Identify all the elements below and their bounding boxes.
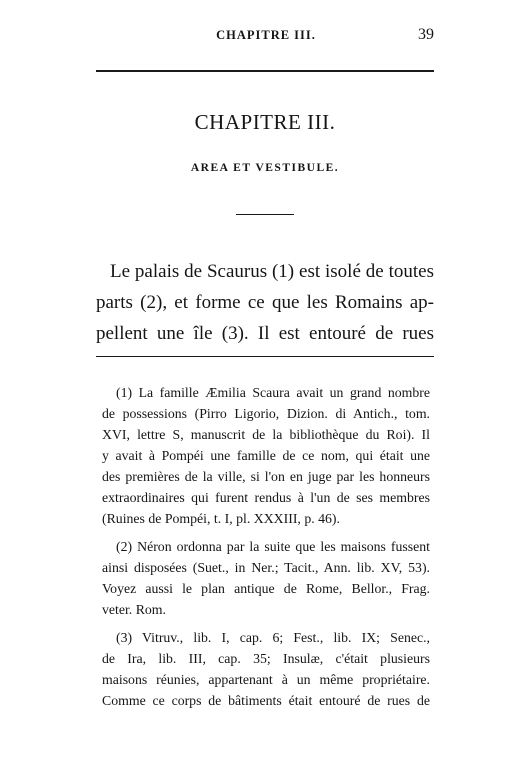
footnote-2 <box>102 536 430 620</box>
footnotes <box>102 382 430 718</box>
footnote-line: y avait à Pompéi une famille de ce nom, qui était une <box>102 448 430 463</box>
footnote-line: des premières de la ville, si l'on en juge par les honneurs <box>102 469 430 484</box>
footnote-line <box>102 536 430 557</box>
footnote-line: maisons réunies, appartenant à un même propriétaire. <box>102 672 430 687</box>
section-title: AREA ET VESTIBULE. <box>190 162 340 174</box>
footnote-line <box>102 627 430 648</box>
footnote-line: ainsi disposées (Suet., in Ner.; Tacit., Ann. lib. XV, 53). <box>102 560 430 575</box>
footnote-line: (Ruines de Pompéi, t. I, pl. XXXIII, p. 46). <box>102 511 340 526</box>
header-rule <box>96 70 434 72</box>
footnote-line: extraordinaires qui furent rendus à l'un de ses membres <box>102 490 430 505</box>
body-paragraph <box>96 256 434 349</box>
running-title: CHAPITRE III. <box>216 28 316 42</box>
footnote-rule <box>96 356 434 357</box>
footnote-marker: (1) <box>116 385 133 400</box>
footnote-line: Voyez aussi le plan antique de Rome, Bellor., Frag. <box>102 581 430 596</box>
footnote-text: La famille Æmilia Scaura avait un grand nombre <box>138 385 430 400</box>
page-number: 39 <box>418 26 434 43</box>
body-line: Le palais de Scaurus (1) est isolé de toutes <box>110 261 434 282</box>
section-divider <box>236 214 294 215</box>
footnote-line: de Ira, lib. III, cap. 35; Insulæ, c'était plusieurs <box>102 651 430 666</box>
footnote-1 <box>102 382 430 529</box>
footnote-text: Vitruv., lib. I, cap. 6; Fest., lib. IX; Senec., <box>142 630 430 645</box>
footnote-marker: (2) <box>116 539 133 554</box>
footnote-line: Comme ce corps de bâtiments était entouré de rues de <box>102 693 430 708</box>
footnote-line <box>102 382 430 403</box>
footnote-line: de possessions (Pirro Ligorio, Dizion. di Antich., tom. <box>102 406 430 421</box>
chapter-title: CHAPITRE III. <box>194 110 336 134</box>
footnote-line: XVI, lettre S, manuscrit de la bibliothèque du Roi). Il <box>102 427 430 442</box>
running-header <box>96 26 434 46</box>
body-line: parts (2), et forme ce que les Romains ap- <box>96 292 434 313</box>
footnote-marker: (3) <box>116 630 133 645</box>
footnote-text: Néron ordonna par la suite que les maisons fussent <box>137 539 430 554</box>
body-line: pellent une île (3). Il est entouré de rues <box>96 323 434 344</box>
footnote-line: veter. Rom. <box>102 602 166 617</box>
footnote-3 <box>102 627 430 711</box>
